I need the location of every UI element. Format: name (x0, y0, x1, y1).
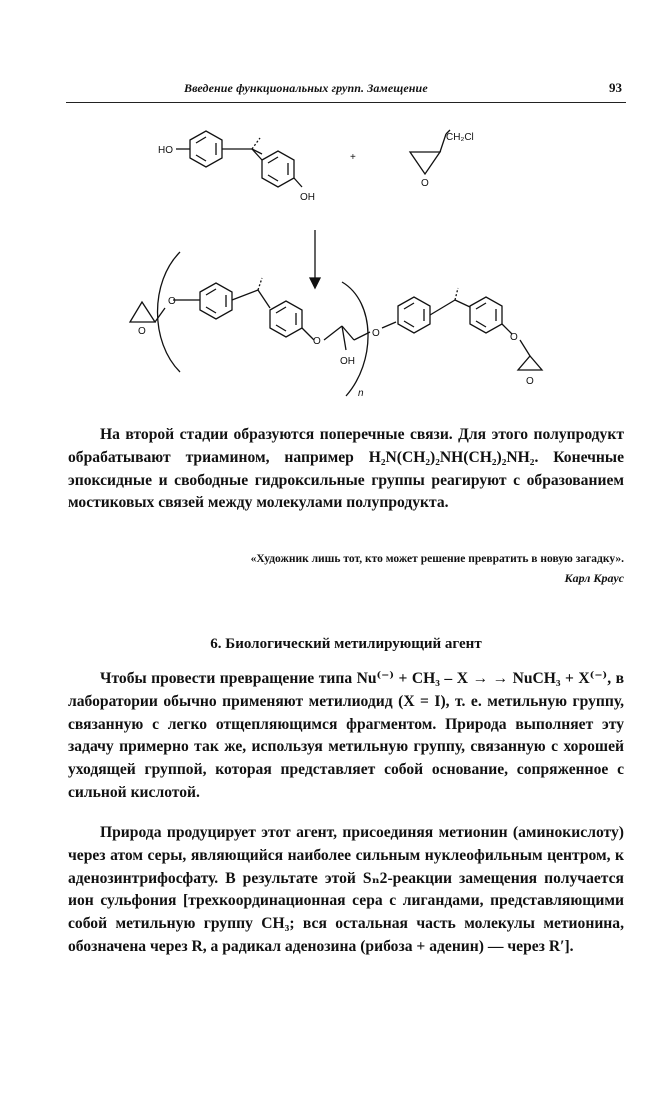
ch2cl-label: CH₂Cl (446, 132, 474, 143)
product-o-label-2: O (168, 296, 176, 307)
product-o-label-3: O (313, 336, 321, 347)
running-header (66, 78, 626, 103)
running-header-title: Введение функциональных групп. Замещение (184, 81, 428, 95)
epigraph-quote: «Художник лишь тот, кто может решение превратить в новую загадку». (250, 553, 624, 565)
epigraph-author: Карл Краус (564, 571, 624, 585)
paragraph-methylation (68, 668, 624, 805)
repeat-unit-n-label: n (358, 388, 364, 399)
paragraph-1-text: На второй стадии образуются поперечные связи. Для этого полупродукт обрабатывают триамином, например H₂N(CH₂)₂NH(CH₂)₂NH₂. Конечные эпоксидные и свободные гидроксильные группы реагируют с образованием мостиковых связей между молекулами полупродукта. (68, 426, 624, 512)
section-title: 6. Биологический метилирующий агент (210, 636, 482, 652)
ho-label: HO (158, 145, 173, 156)
reaction-arrow (310, 230, 320, 288)
paragraph-3-text: Природа продуцирует этот агент, присоединяя метионин (аминокислоту) через атом серы, являющийся наиболее сильным нуклеофильным центром, к аденозинтрифосфату. В результате этой Sₙ⁠2-реакции замещения получается ион сульфония [трехкоординационная сера с лигандами, представляющими собой метильную группу CH₃; вся остальная часть молекулы метионина, обозначена через R, а радикал аденозина (рибоза + аденин) — через R′]. (68, 824, 624, 955)
product-o-label-5: O (510, 332, 518, 343)
product-o-label-1: O (138, 326, 146, 337)
page-number: 93 (609, 80, 622, 95)
epoxy-resin-structure (130, 252, 542, 396)
paragraph-crosslinking (68, 424, 624, 515)
bisphenol-a-structure (176, 131, 302, 187)
paragraph-nature-agent (68, 822, 624, 959)
plus-sign: + (350, 152, 356, 163)
reaction-scheme (110, 112, 580, 402)
product-o-label-6: O (526, 376, 534, 387)
product-oh-label: OH (340, 356, 355, 367)
epichlorohydrin-structure (410, 130, 450, 174)
paragraph-2-text: Чтобы провести превращение типа Nu⁽⁻⁾ + CH₃ – X → → NuCH₃ + X⁽⁻⁾, в лаборатории обычно применяют метилиодид (X = I), т. е. метильную группу, связанную с легко отщепляющимся фрагментом. Природа выполняет эту задачу примерно так же, используя метильную группу, связанную с хорошей уходящей группой, которая представляет собой основание, сопряженное с сильной кислотой. (68, 670, 624, 801)
epigraph (68, 553, 624, 586)
product-o-label-4: O (372, 328, 380, 339)
oh-label: OH (300, 192, 315, 203)
epoxide-o-label: O (421, 178, 429, 189)
